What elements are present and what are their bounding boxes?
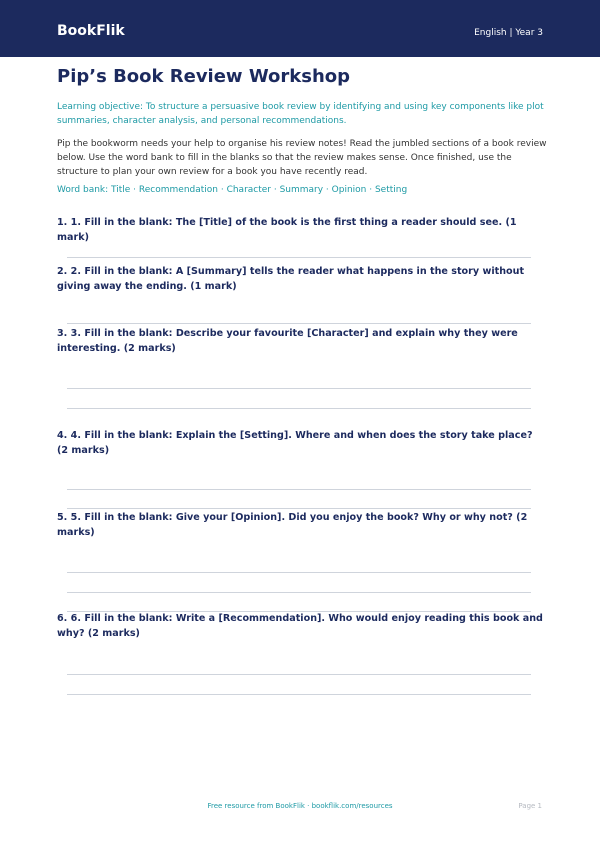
answer-line[interactable] [67,257,531,258]
learning-objective: Learning objective: To structure a persuasive book review by identifying and using key components like plot summaries, character analysis, and personal recommendations. [57,102,544,126]
answer-line[interactable] [67,408,531,409]
footer-credit: Free resource from BookFlik · bookflik.com/resources [207,802,393,810]
answer-line[interactable] [67,674,531,675]
page-title: Pip’s Book Review Workshop [57,66,351,87]
page-number: Page 1 [518,802,542,810]
answer-line[interactable] [67,388,531,389]
answer-line[interactable] [67,323,531,324]
question-5: 5. 5. Fill in the blank: Give your [Opinion]. Did you enjoy the book? Why or why not? (2 marks) [57,512,528,538]
question-2: 2. 2. Fill in the blank: A [Summary] tells the reader what happens in the story without giving away the ending. (1 mark) [57,266,525,292]
answer-line[interactable] [67,508,531,509]
question-1: 1. 1. Fill in the blank: The [Title] of the book is the first thing a reader should see. (1 mark) [57,217,517,243]
answer-line[interactable] [67,489,531,490]
intro-paragraph: Pip the bookworm needs your help to organise his review notes! Read the jumbled sections of a book review below. Use the word bank to fill in the blanks so that the review makes sense. Once finished, use the structure to plan your own review for a book you have recently read. [57,139,547,177]
question-3: 3. 3. Fill in the blank: Describe your favourite [Character] and explain why they were interesting. (2 marks) [57,328,518,354]
subject-year-label: English | Year 3 [474,28,543,38]
answer-line[interactable] [67,694,531,695]
answer-line[interactable] [67,572,531,573]
brand-logo-text: BookFlik [57,23,125,39]
question-4: 4. 4. Fill in the blank: Explain the [Setting]. Where and when does the story take place? (2 marks) [57,430,533,456]
answer-line[interactable] [67,592,531,593]
word-bank: Word bank: Title · Recommendation · Character · Summary · Opinion · Setting [57,185,408,195]
question-6: 6. 6. Fill in the blank: Write a [Recommendation]. Who would enjoy reading this book and why? (2 marks) [57,613,543,639]
header-bar [0,0,600,57]
